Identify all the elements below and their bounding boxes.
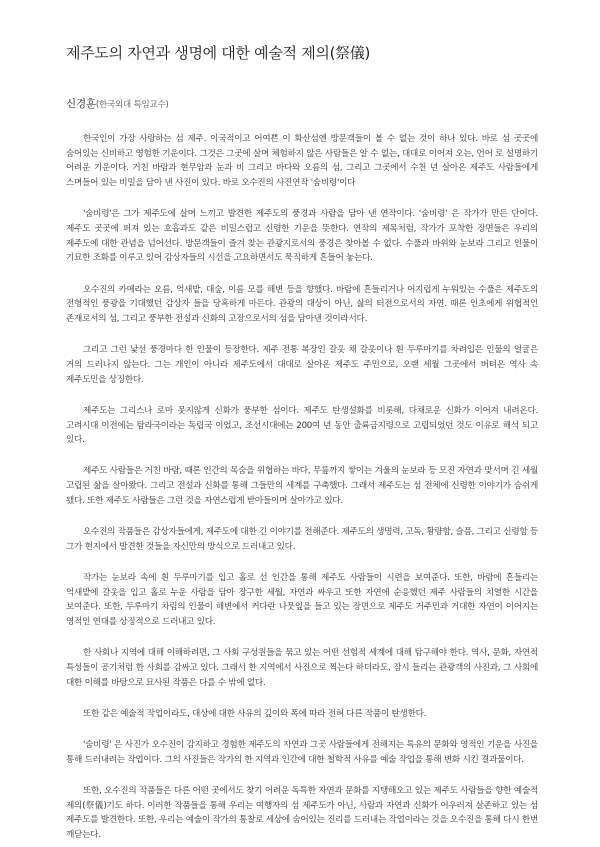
paragraph: 한국인이 가장 사랑하는 섬 제주. 이국적이고 어여쁜 이 화산섬엔 방문객들이 볼 수 없는 것이 하나 있다. 바로 섬 곳곳에 숨어있는 신비하고 영험한 기운이다. 그것은 그곳에 살며 체험하지 않은 사람들은 알 수 없는, 대대로 이어져 오는, 언어 로 설명하기 어려운 기운이다. 거친 바람과 현무암과 눈과 비 그리고 바다와 오름의 섬, 그리고 그곳에서 수천 년 살아온 제주도 사람들에게 스며들어 있는 비밀을 담아 낸 사진이 있다. 바로 오수진의 사진연작 '숨비령'이다 [66, 134, 538, 189]
author-line [66, 96, 538, 111]
paragraph: 그리고 그런 낯선 풍경마다 한 인물이 등장한다. 제주 전통 복장인 갈옷 채 갈옷이나 흰 두루마기를 차려입은 인물의 얼굴은 거의 드러나지 않는다. 그는 개인이 아니라 제주도에서 대대로 살아온 제주도 주민으로, 오랜 세월 그곳에서 버텨온 역사 속 제주도민을 상징한다. [66, 345, 538, 385]
paragraph: '숨비령' 은 사진가 오수진이 감지하고 경험한 제주도의 자연과 그곳 사람들에게 전해지는 특유의 문화와 영적인 기운을 사진을 통해 드러내려는 작업이다. 그의 사진들은 작가의 한 지역과 인간에 대한 철학적 사유를 예술 작업을 통해 변화 시킨 결과물이다. [66, 740, 538, 765]
author-affiliation: (한국외대 특임교수) [95, 100, 169, 110]
document-title: 제주도의 자연과 생명에 대한 예술적 제의(祭儀) [66, 44, 371, 62]
document-body [66, 132, 538, 843]
paragraph: 제주도는 그리스나 로마 못지않게 신화가 풍부한 섬이다. 제주도 탄생설화를 비롯해, 다채로운 신화가 이어져 내려온다. 고려시대 이전에는 탐라국이라는 독립국 이었고, 조선시대에는 200여 년 동안 출륙금지령으로 고립되었던 것도 이유로 해석 되고 있다. [66, 405, 538, 446]
paragraph: 또한, 오수진의 작품들은 다른 어떤 곳에서도 찾기 어려운 독특한 자연과 문화를 지탱해오고 있는 제주도 사람들을 향한 예술적 제의(祭儀)기도 하다. 이러한 작품들을 통해 우리는 여행자의 섬 제주도가 아닌, 사람과 자연과 신화가 어우러져 살존하고 있는 섬 제주도를 발견한다. 또한, 우리는 예술이 작가의 통찰로 세상에 숨어있는 진리를 드러내는 작업이라는 것을 오수진을 통해 다시 한번 깨닫는다. [66, 786, 538, 841]
paragraph: 또한 같은 예술적 작업이라도, 대상에 대한 사유의 깊이와 폭에 따라 전혀 다른 작품이 탄생한다. [83, 708, 427, 719]
paragraph: 한 사회나 지역에 대해 이해하려면, 그 사회 구성원들을 묶고 있는 어떤 선험적 세계에 대해 탐구해야 한다. 역사, 문화, 자연적 특성들이 공기처럼 한 사회를 감싸고 있다. 그래서 한 지역에서 사진으로 찍는다 하더라도, 잠시 들리는 관광객의 사진과, 그 사회에 대한 이해를 바탕으로 묘사된 작품은 다를 수 밖에 없다. [66, 648, 538, 688]
author-name: 신경훈 [66, 98, 96, 110]
paragraph: 제주도 사람들은 거친 바람, 때론 인간의 목숨을 위협하는 바다, 무릎까지 쌓이는 겨울의 눈보라 등 모진 자연과 맞서며 긴 세월 고립된 삶을 살아왔다. 그리고 전설과 신화를 통해 그들만의 세계를 구축했다. 그래서 제주도는 섬 전체에 신령한 이야기가 숨쉬게 됐다. 또한 제주도 사람들은 그런 것을 자연스럽게 받아들이며 살아가고 있다. [66, 466, 538, 506]
paragraph: 작가는 눈보라 속에 흰 두루마기를 입고 홀로 선 인간을 통해 제주도 사람들이 시련을 보여준다. 또한, 바람에 흔들리는 억새밭에 갈옷을 입고 홀로 누운 사람을 담아 장구한 세월, 자연과 싸우고 또한 자연에 순응했던 제주 사람들의 치열한 시간을 보여준다. 또한, 두루마기 차림의 인물이 해변에서 커다란 나뭇잎을 들고 있는 장면으로 제주도 거주민과 거대한 자연이 이어지는 영적인 연대를 상징적으로 드러내고 있다. [66, 572, 538, 628]
paragraph: '숨비령'은 그가 제주도에 살며 느끼고 발견한 제주도의 풍경과 사람을 담아 낸 연작이다. '숨비령' 은 작가가 만든 단어다. 제주도 곳곳에 퍼져 있는 호흡과도 같은 비밀스럽고 신령한 기운을 뜻한다. 연작의 제목처럼, 작가가 포착한 장면들은 우리의 제주도에 대한 관념을 넘어선다. 방문객들이 즐겨 찾는 관광지로서의 풍경은 찾아볼 수 없다. 수풀과 바위와 눈보라 그리고 인물이 기묘한 조화를 이루고 있어 감상자들의 시선을 고요하면서도 묵직하게 흔들어 놓는다. [66, 209, 538, 264]
paragraph: 오수진의 작품들은 감상자들에게, 제주도에 대한 긴 이야기를 전해준다. 제주도의 생명력, 고독, 황량함, 슬픔, 그리고 신령함 등 그가 현지에서 발견한 것들을 자신만의 방식으로 드러내고 있다. [66, 527, 538, 552]
paragraph: 오수진의 카메라는 오름, 억새밭, 대숲, 이름 모를 해변 등을 향했다. 바람에 흔들리거나 어지럽게 누워있는 수풀은 제주도의 전형적인 풍광을 기대했던 감상자 들을 당혹하게 마든다. 관광의 대상이 아닌, 삶의 터전으로서의 자연. 때론 인초에게 위협적인 존재로서의 섬, 그리고 풍부한 전설과 신화의 고장으로서의 섬을 담아낸 것이라서다. [66, 284, 538, 325]
